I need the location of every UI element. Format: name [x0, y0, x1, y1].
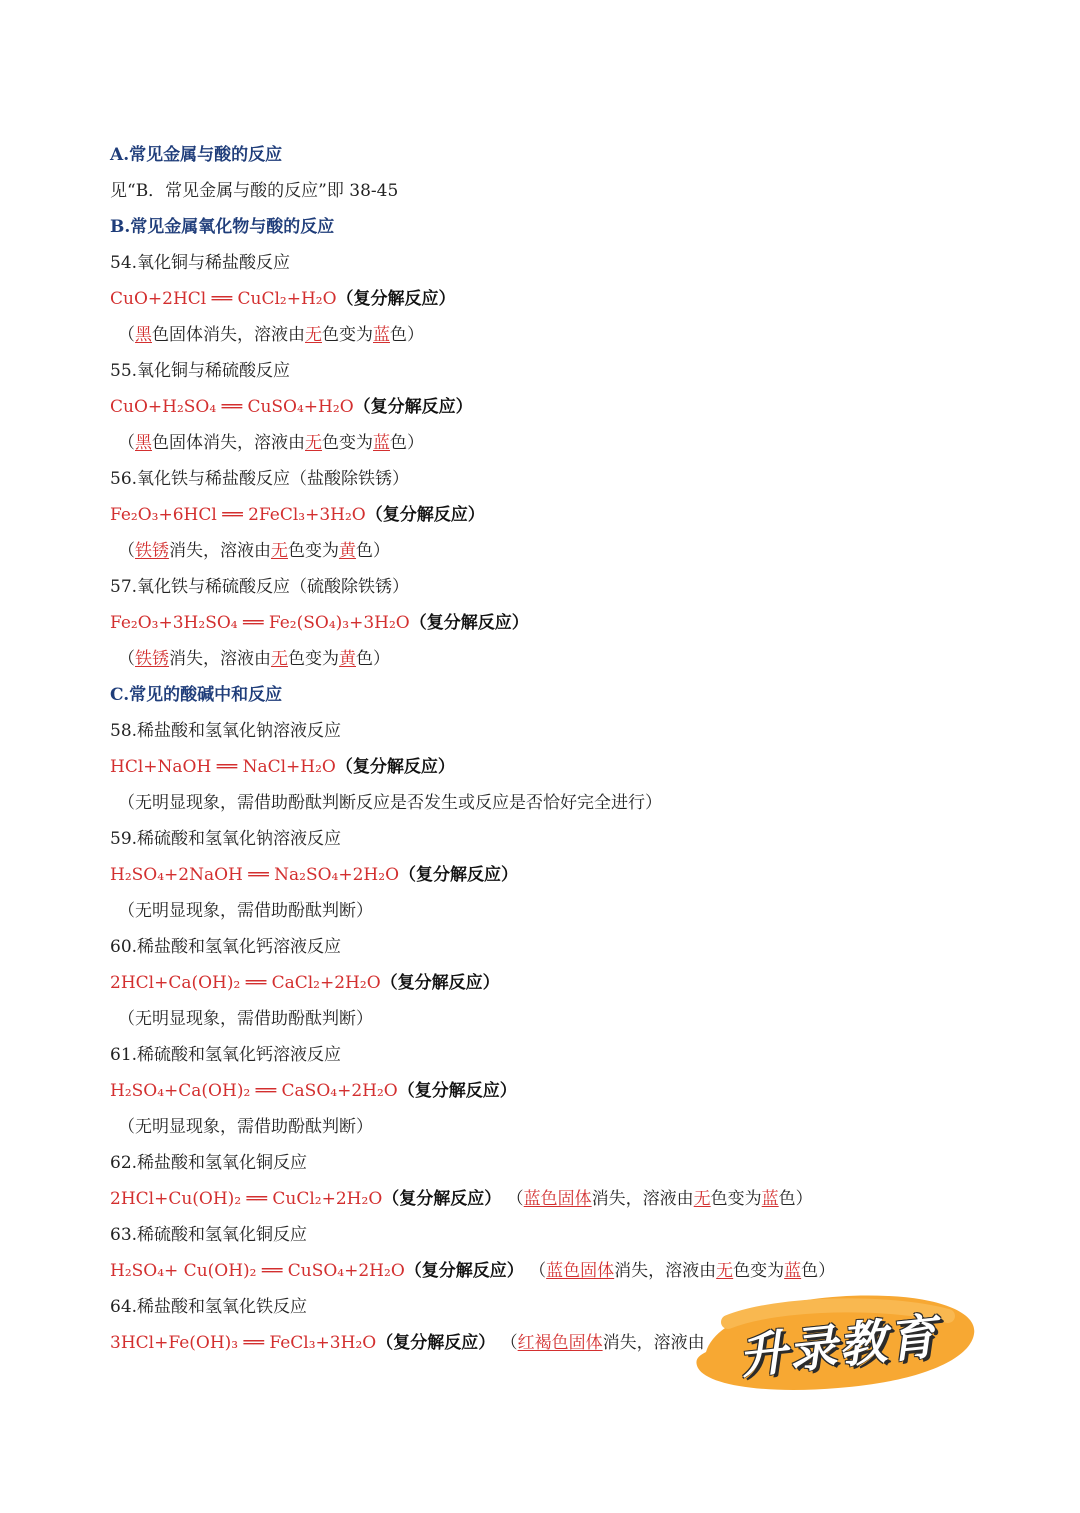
- text-segment: 色变为: [288, 541, 339, 561]
- text-segment: （: [523, 1261, 547, 1281]
- doc-line: [110, 252, 290, 274]
- text-segment: 60.稀盐酸和氢氧化钙溶液反应: [110, 937, 342, 957]
- text-segment: （无明显现象，需借助酚酞判断反应是否发生或反应是否恰好完全进行）: [118, 793, 662, 813]
- doc-line: [110, 720, 341, 742]
- text-segment: 55.氧化铜与稀硫酸反应: [110, 361, 291, 381]
- text-segment: （: [118, 649, 135, 669]
- highlighted-term: 蓝: [761, 1189, 779, 1209]
- highlighted-term: 黑: [135, 325, 152, 345]
- text-segment: 色）: [778, 1189, 813, 1209]
- chemical-equation: Fe₂O₃+6HCl ══ 2FeCl₃+3H₂O: [110, 505, 366, 525]
- reaction-type: （复分解反应）: [399, 865, 519, 885]
- highlighted-term: 无: [305, 433, 322, 453]
- text-segment: 54.氧化铜与稀盐酸反应: [110, 253, 291, 273]
- doc-line: [110, 864, 518, 886]
- text-segment: （无明显现象，需借助酚酞判断）: [118, 1009, 373, 1029]
- highlighted-term: 铁锈: [135, 541, 169, 561]
- highlighted-term: 铁锈: [135, 649, 169, 669]
- doc-line: [110, 936, 341, 958]
- text-segment: （: [118, 325, 135, 345]
- doc-line: [110, 1188, 813, 1210]
- highlighted-term: 黄: [339, 649, 356, 669]
- text-segment: （: [118, 541, 135, 561]
- text-segment: 消失，溶液由: [169, 541, 271, 561]
- chemical-equation: HCl+NaOH ══ NaCl+H₂O: [110, 757, 336, 777]
- highlighted-term: 蓝色固体: [523, 1189, 592, 1209]
- text-segment: 色变为: [710, 1189, 762, 1209]
- reaction-type: （复分解反应）: [336, 289, 456, 309]
- highlighted-term: 无: [716, 1261, 734, 1281]
- text-segment: 63.稀硫酸和氢氧化铜反应: [110, 1225, 308, 1245]
- highlighted-term: 无: [271, 649, 288, 669]
- doc-line: [110, 756, 455, 778]
- reaction-type: （复分解反应）: [409, 613, 529, 633]
- doc-line: [110, 1044, 341, 1066]
- chemical-equation: CuO+H₂SO₄ ══ CuSO₄+H₂O: [110, 397, 354, 417]
- text-segment: 消失，溶液由: [602, 1333, 705, 1353]
- chemical-equation: H₂SO₄+Ca(OH)₂ ══ CaSO₄+2H₂O: [110, 1081, 398, 1101]
- text-segment: 色）: [390, 433, 424, 453]
- highlighted-term: 蓝色固体: [546, 1261, 615, 1281]
- doc-line: [118, 1008, 373, 1030]
- highlighted-term: 无: [271, 541, 288, 561]
- chemical-equation: 2HCl+Ca(OH)₂ ══ CaCl₂+2H₂O: [110, 973, 381, 993]
- text-segment: 62.稀盐酸和氢氧化铜反应: [110, 1153, 308, 1173]
- highlighted-term: 无: [693, 1189, 711, 1209]
- text-segment: （: [118, 433, 135, 453]
- text-segment: （无明显现象，需借助酚酞判断）: [118, 901, 373, 921]
- doc-line: [110, 1260, 835, 1282]
- section-heading: A.常见金属与酸的反应: [110, 145, 283, 165]
- text-segment: （: [495, 1333, 518, 1353]
- text-segment: 色）: [356, 541, 390, 561]
- text-segment: 色变为: [322, 433, 373, 453]
- reaction-type: （复分解反应）: [397, 1081, 517, 1101]
- highlighted-term: 蓝: [784, 1261, 802, 1281]
- text-segment: 56.氧化铁与稀盐酸反应（盐酸除铁锈）: [110, 469, 410, 489]
- doc-line: [110, 576, 409, 598]
- doc-line: [110, 1080, 517, 1102]
- text-segment: 见“B．常见金属与酸的反应”即 38-45: [110, 181, 399, 201]
- doc-line: [110, 216, 334, 238]
- doc-line: [118, 1116, 373, 1138]
- text-segment: 色固体消失，溶液由: [152, 325, 305, 345]
- highlighted-term: 黑: [135, 433, 152, 453]
- reaction-type: （复分解反应）: [335, 757, 455, 777]
- reaction-type: （复分解反应）: [380, 973, 500, 993]
- chemical-equation: H₂SO₄+ Cu(OH)₂ ══ CuSO₄+2H₂O: [110, 1261, 405, 1281]
- chemical-equation: 3HCl+Fe(OH)₃ ══ FeCl₃+3H₂O: [110, 1333, 377, 1353]
- text-segment: 61.稀硫酸和氢氧化钙溶液反应: [110, 1045, 342, 1065]
- chemical-equation: H₂SO₄+2NaOH ══ Na₂SO₄+2H₂O: [110, 865, 400, 885]
- doc-line: [110, 144, 282, 166]
- reaction-type: （复分解反应）: [365, 505, 485, 525]
- doc-line: [110, 612, 529, 634]
- text-segment: 消失，溶液由: [169, 649, 271, 669]
- text-segment: 消失，溶液由: [591, 1189, 694, 1209]
- doc-line: [110, 396, 473, 418]
- doc-line: [118, 432, 424, 454]
- highlighted-term: 蓝: [373, 433, 390, 453]
- text-segment: （: [501, 1189, 524, 1209]
- doc-line: [110, 504, 485, 526]
- doc-line: [118, 648, 390, 670]
- reaction-type: （复分解反应）: [404, 1261, 524, 1281]
- chemical-equation: CuO+2HCl ══ CuCl₂+H₂O: [110, 289, 337, 309]
- doc-line: [110, 1224, 307, 1246]
- chemical-equation: Fe₂O₃+3H₂SO₄ ══ Fe₂(SO₄)₃+3H₂O: [110, 613, 410, 633]
- reaction-type: （复分解反应）: [376, 1333, 496, 1353]
- doc-line: [118, 792, 662, 814]
- text-segment: 58.稀盐酸和氢氧化钠溶液反应: [110, 721, 342, 741]
- text-segment: 色变为: [733, 1261, 785, 1281]
- doc-line: [110, 1296, 307, 1318]
- text-segment: 色）: [390, 325, 424, 345]
- doc-line: [110, 972, 500, 994]
- doc-line: [110, 360, 290, 382]
- text-segment: 64.稀盐酸和氢氧化铁反应: [110, 1297, 308, 1317]
- doc-line: [118, 324, 424, 346]
- section-heading: C.常见的酸碱中和反应: [110, 685, 283, 705]
- doc-line: [110, 1332, 705, 1354]
- highlighted-term: 黄: [339, 541, 356, 561]
- text-segment: 57.氧化铁与稀硫酸反应（硫酸除铁锈）: [110, 577, 410, 597]
- doc-line: [110, 288, 456, 310]
- doc-line: [110, 468, 409, 490]
- text-segment: 色固体消失，溶液由: [152, 433, 305, 453]
- text-segment: 色）: [801, 1261, 836, 1281]
- chemical-equation: 2HCl+Cu(OH)₂ ══ CuCl₂+2H₂O: [110, 1189, 383, 1209]
- text-segment: 色变为: [288, 649, 339, 669]
- text-segment: （无明显现象，需借助酚酞判断）: [118, 1117, 373, 1137]
- highlighted-term: 无: [305, 325, 322, 345]
- text-segment: 消失，溶液由: [614, 1261, 717, 1281]
- text-segment: 59.稀硫酸和氢氧化钠溶液反应: [110, 829, 342, 849]
- reaction-type: （复分解反应）: [353, 397, 473, 417]
- brand-watermark: [688, 1282, 988, 1402]
- doc-line: [110, 684, 282, 706]
- text-segment: 色）: [356, 649, 390, 669]
- doc-line: [118, 900, 373, 922]
- reaction-type: （复分解反应）: [382, 1189, 502, 1209]
- highlighted-term: 红褐色固体: [517, 1333, 603, 1353]
- section-heading: B.常见金属氧化物与酸的反应: [110, 217, 335, 237]
- highlighted-term: 蓝: [373, 325, 390, 345]
- doc-line: [110, 1152, 307, 1174]
- text-segment: 色变为: [322, 325, 373, 345]
- watermark-text: 升录教育: [736, 1308, 941, 1385]
- doc-line: [110, 828, 341, 850]
- doc-line: [118, 540, 390, 562]
- doc-line: [110, 180, 398, 202]
